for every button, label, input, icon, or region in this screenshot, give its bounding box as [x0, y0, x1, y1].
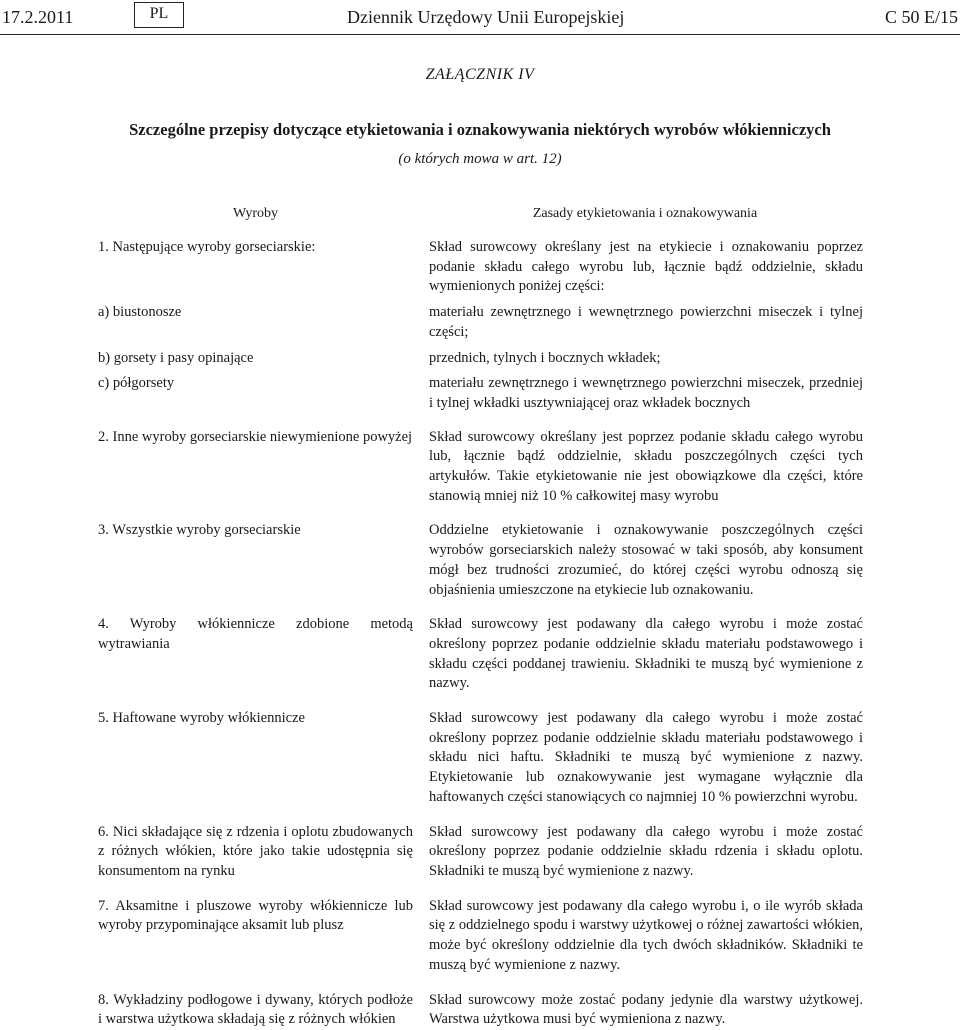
journal-title: Dziennik Urzędowy Unii Europejskiej — [347, 7, 625, 27]
rule-cell: Oddzielne etykietowanie i oznakowywanie poszczególnych części wyrobów gorseciarskich należy stosować w taki sposób, aby konsument mógł bez trudności zrozumieć, do której części wyrobu odnoszą się objaśnienia umieszczone na etykiecie lub oznakowaniu. — [429, 522, 863, 598]
product-cell: 1. Następujące wyroby gorseciarskie: — [98, 239, 316, 255]
rule-cell: Skład surowcowy jest podawany dla całego wyrobu i może zostać określony poprzez podanie oddzielnie składu materiału podstawowego i składu części poddanej trawieniu. Składniki te muszą być wymienione z nazwy. — [429, 616, 863, 692]
product-cell: a) biustonosze — [98, 304, 182, 321]
rule-cell: przednich, tylnych i bocznych wkładek; — [429, 349, 661, 366]
table-row — [98, 303, 863, 342]
rule-cell: Skład surowcowy jest podawany dla całego wyrobu i może zostać określony poprzez podanie oddzielnie składu materiału podstawowego i składu nici haftu. Składniki te muszą być wymienione z nazwy. Etykietowanie lub oznakowywanie jest wymagane wyłącznie dla haftowanych części stanowiących co najmniej 10 % powierzchni wyrobu. — [429, 710, 863, 805]
rule-cell: materiału zewnętrznego i wewnętrznego powierzchni miseczek i tylnej części; — [429, 304, 863, 340]
product-cell: 5. Haftowane wyroby włókiennicze — [98, 710, 305, 727]
page-subtitle: (o których mowa w art. 12) — [398, 151, 562, 167]
language-badge: PL — [134, 2, 184, 28]
rule-cell: Skład surowcowy może zostać podany jedynie dla warstwy użytkowej. Warstwa użytkowa musi być wymieniona z nazwy. — [429, 991, 863, 1028]
page-title: Szczególne przepisy dotyczące etykietowania i oznakowywania niektórych wyrobów włókienniczych — [129, 120, 831, 139]
publication-date: 17.2.2011 — [2, 7, 74, 27]
column-header-rules: Zasady etykietowania i oznakowywania — [532, 206, 758, 221]
product-cell: 8. Wykładziny podłogowe i dywany, których podłoże i warstwa użytkowa składają się z różnych włókien — [98, 991, 413, 1028]
product-cell: 6. Nici składające się z rdzenia i oplotu zbudowanych z różnych włókien, które jako takie udostępnia się konsumentom na rynku — [98, 823, 413, 879]
product-cell: 4. Wyroby włókiennicze zdobione metodą wytrawiania — [98, 616, 413, 652]
table-row — [98, 991, 863, 1030]
rule-cell: Skład surowcowy określany jest poprzez podanie składu całego wyrobu lub, łącznie bądź oddzielnie, składu poszczególnych części tych artykułów. Takie etykietowanie nie jest obowiązkowe dla części, które stanowią mniej niż 10 % całkowitej masy wyrobu — [429, 428, 863, 504]
column-header-products: Wyroby — [232, 206, 279, 221]
journal-reference: C 50 E/15 — [884, 7, 958, 27]
product-cell: b) gorsety i pasy opinające — [98, 349, 254, 366]
product-cell: 2. Inne wyroby gorseciarskie niewymienione powyżej — [98, 428, 413, 445]
annex-title: ZAŁĄCZNIK IV — [425, 66, 535, 83]
table-row — [98, 374, 863, 413]
table-row — [98, 238, 863, 297]
rules-table — [98, 238, 863, 1030]
rule-cell: Skład surowcowy określany jest na etykiecie i oznakowaniu poprzez podanie składu całego wyrobu lub, łącznie bądź oddzielnie, składu wymienionych poniżej części: — [429, 239, 863, 295]
table-row — [98, 823, 863, 882]
table-row — [98, 428, 863, 507]
table-row — [98, 897, 863, 976]
journal-header — [0, 0, 960, 35]
product-cell: 3. Wszystkie wyroby gorseciarskie — [98, 522, 301, 539]
table-row — [98, 349, 863, 369]
table-row — [98, 709, 863, 808]
rule-cell: materiału zewnętrznego i wewnętrznego powierzchni miseczek, przedniej i tylnej wkładki usztywniającej oraz wkładek bocznych — [429, 375, 863, 411]
product-cell: 7. Aksamitne i pluszowe wyroby włókiennicze lub wyroby przypominające aksamit lub plusz — [98, 897, 413, 934]
rule-cell: Skład surowcowy jest podawany dla całego wyrobu i może zostać określony poprzez podanie oddzielnie składu rdzenia i składu oplotu. Składniki te muszą być wymienione z nazwy. — [429, 823, 863, 879]
product-cell: c) półgorsety — [98, 375, 175, 392]
table-row — [98, 521, 863, 600]
table-row — [98, 615, 863, 694]
rule-cell: Skład surowcowy jest podawany dla całego wyrobu i, o ile wyrób składa się z oddzielnego spodu i warstwy użytkowej o różnej zawartości włókien, może być określony oddzielnie dla tych dwóch składników. Składniki te muszą być wymienione z nazwy. — [429, 897, 863, 973]
